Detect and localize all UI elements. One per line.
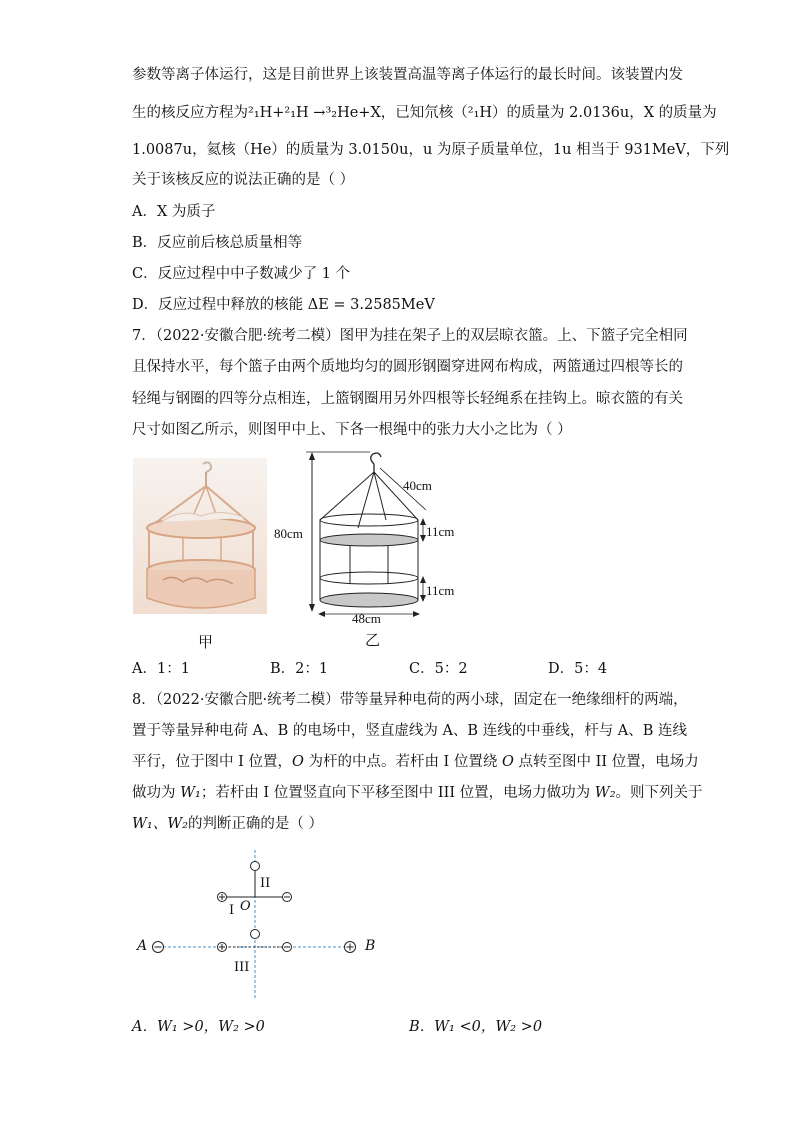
q7-line-2: 且保持水平，每个篮子由两个质地均匀的圆形钢圈穿进网布构成，两篮通过四根等长的 <box>132 359 683 375</box>
q6-option-b[interactable]: B．反应前后核总质量相等 <box>132 235 303 251</box>
label-48cm: 48cm <box>352 611 381 626</box>
q8-line-4 <box>132 783 703 803</box>
label-position-ii: II <box>260 876 271 891</box>
q8-line-3 <box>132 752 699 772</box>
q7-option-b[interactable]: B．2：1 <box>270 661 329 677</box>
label-40cm: 40cm <box>403 478 432 493</box>
label-b: B <box>365 938 376 954</box>
label-position-iii: III <box>234 960 250 975</box>
nuclear-equation: ²₁H+²₁H →³₂He+X <box>248 105 381 121</box>
basket-illustration <box>133 458 267 614</box>
q8-option-a[interactable]: A．W₁ >0，W₂ >0 <box>132 1019 265 1035</box>
q8-line-3-text-c: 点转至图中 II 位置，电场力 <box>513 754 699 770</box>
q6-option-a[interactable]: A．X 为质子 <box>132 204 216 220</box>
q6-option-c[interactable]: C．反应过程中中子数减少了 1 个 <box>132 266 351 282</box>
label-11cm-lower: 11cm <box>426 583 455 598</box>
label-o: O <box>240 899 251 914</box>
q8-line-4-text-b: ；若杆由 I 位置竖直向下平移至图中 III 位置，电场力做功为 <box>200 785 595 801</box>
q8-line-2: 置于等量异种电荷 A、B 的电场中，竖直虚线为 A、B 连线的中垂线，杆与 A、B 连线 <box>132 723 688 739</box>
q8-line-3-text-a: 平行，位于图中 I 位置， <box>132 754 292 770</box>
q7-line-1: 7．（2022·安徽合肥·统考二模）图甲为挂在架子上的双层晾衣篮。上、下篮子完全相同 <box>132 328 688 344</box>
point-o-ref-2: O <box>502 754 514 770</box>
w2-symbol: W₂ <box>594 785 616 801</box>
q8-line-5-text: 的判断正确的是（ ） <box>187 816 324 832</box>
figure-caption-jia: 甲 <box>198 633 214 651</box>
q6-line-2-tail: ，已知氘核（²₁H）的质量为 2.0136u，X 的质量为 <box>380 105 717 121</box>
q8-line-4-text-c: 。则下列关于 <box>615 785 703 801</box>
point-o-ref: O <box>291 754 304 770</box>
q8-line-5 <box>132 814 323 834</box>
q8-line-4-text-a: 做功为 <box>132 785 181 801</box>
q7-option-c[interactable]: C．5：2 <box>409 661 468 677</box>
q7-line-3: 轻绳与钢圈的四等分点相连，上篮钢圈用另外四根等长轻绳系在挂钩上。晾衣篮的有关 <box>132 391 683 407</box>
q6-option-d[interactable]: D．反应过程中释放的核能 ΔE = 3.2585MeV <box>132 297 435 313</box>
q8-line-1: 8．（2022·安徽合肥·统考二模）带等量异种电荷的两小球，固定在一绝缘细杆的两端， <box>132 692 688 708</box>
q6-line-1: 参数等离子体运行，这是目前世界上该装置高温等离子体运行的最长时间。该装置内发 <box>132 67 683 83</box>
q7-line-4: 尺寸如图乙所示，则图甲中上、下各一根绳中的张力大小之比为（ ） <box>132 422 572 438</box>
q6-line-4: 关于该核反应的说法正确的是（ ） <box>132 172 355 188</box>
hanging-basket-photo <box>133 458 267 614</box>
q7-option-a[interactable]: A．1：1 <box>132 661 190 677</box>
charge-rod-diagram <box>130 850 390 1000</box>
figure-caption-yi: 乙 <box>365 631 381 649</box>
label-a: A <box>137 938 148 954</box>
label-11cm-upper: 11cm <box>426 524 455 539</box>
q6-line-3: 1.0087u，氦核（He）的质量为 3.0150u，u 为原子质量单位，1u 相当于 931MeV，下列 <box>132 142 730 158</box>
q8-option-b[interactable]: B．W₁ <0，W₂ >0 <box>409 1019 543 1035</box>
w1-w2-symbols: W₁、W₂ <box>132 816 188 832</box>
q8-line-3-text-b: 为杆的中点。若杆由 I 位置绕 <box>303 754 503 770</box>
label-position-i: I <box>229 903 235 918</box>
q6-line-2-text: 生的核反应方程为 <box>132 105 248 121</box>
q7-option-d[interactable]: D．5：4 <box>548 661 608 677</box>
w1-symbol: W₁ <box>180 785 201 801</box>
label-80cm: 80cm <box>274 526 303 541</box>
q6-line-2 <box>132 103 717 123</box>
